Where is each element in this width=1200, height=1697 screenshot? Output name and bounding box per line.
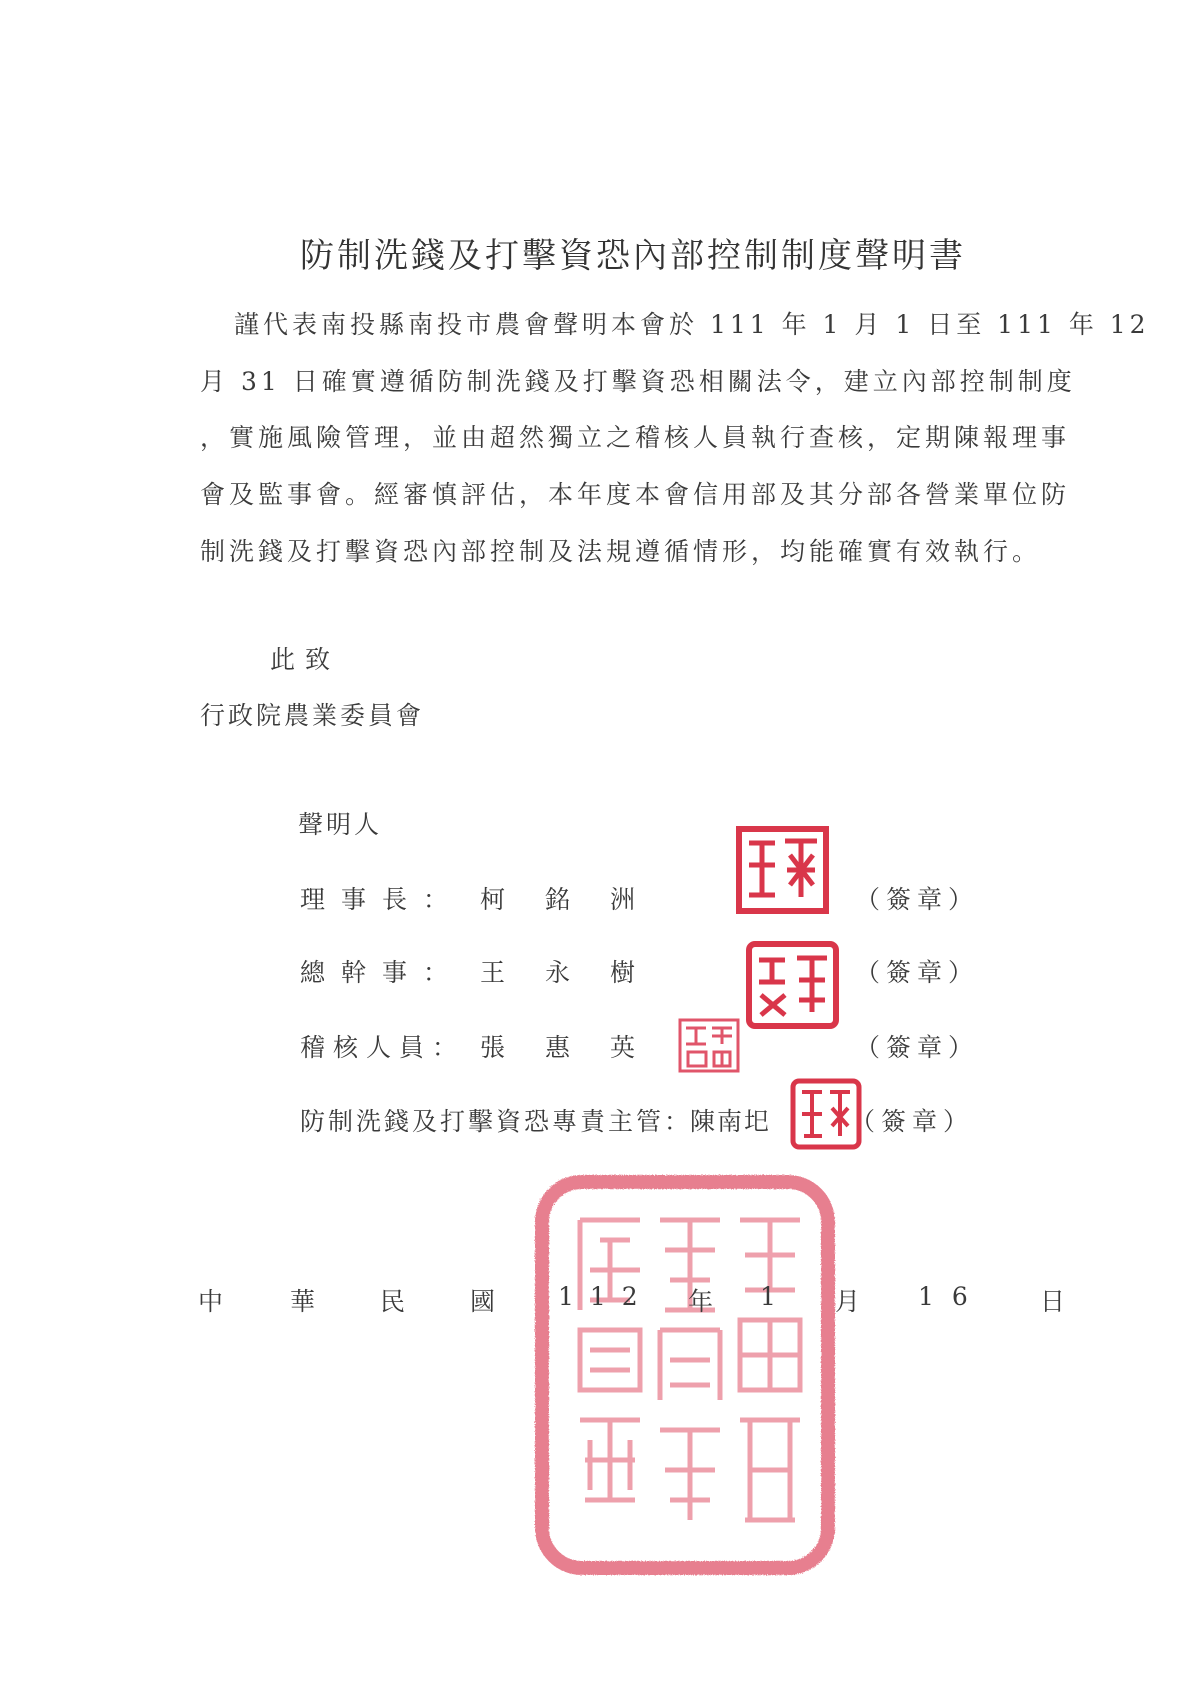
date-year-unit: 年 <box>688 1287 714 1316</box>
auditor-role: 稽核人員： <box>300 1033 466 1062</box>
general-manager-role: 總幹事： <box>300 958 465 987</box>
date-month: 1 <box>760 1282 776 1311</box>
general-manager-name: 王永樹 <box>480 958 676 987</box>
general-manager-seal <box>745 940 840 1030</box>
date-month-unit: 月 <box>835 1287 861 1316</box>
document-title: 防制洗錢及打擊資恐內部控制制度聲明書 <box>300 236 966 276</box>
date-era-char-1: 中 <box>198 1287 224 1316</box>
auditor-name: 張惠英 <box>480 1033 676 1062</box>
chairman-role: 理事長： <box>300 885 465 914</box>
body-line-3: ，實施風險管理，並由超然獨立之稽核人員執行查核，定期陳報理事 <box>200 423 1071 452</box>
salutation: 此致 <box>270 645 341 674</box>
date-era-char-3: 民 <box>380 1287 406 1316</box>
aml-officer-seal <box>790 1078 862 1150</box>
recipient: 行政院農業委員會 <box>200 701 425 730</box>
body-line-1: 謹代表南投縣南投市農會聲明本會於 111 年 1 月 1 日至 111 年 12 <box>205 310 1150 339</box>
general-manager-sign-suffix: （簽章） <box>855 958 980 987</box>
aml-officer-sign-suffix: （簽章） <box>850 1107 975 1136</box>
date-era-char-2: 華 <box>290 1287 316 1316</box>
aml-officer-role: 防制洗錢及打擊資恐專責主管： <box>300 1107 693 1136</box>
chairman-seal <box>735 825 830 915</box>
body-line-2: 月 31 日確實遵循防制洗錢及打擊資恐相關法令，建立內部控制制度 <box>200 367 1076 396</box>
body-line-4: 會及監事會。經審慎評估，本年度本會信用部及其分部各營業單位防 <box>200 480 1071 509</box>
chairman-sign-suffix: （簽章） <box>855 885 980 914</box>
body-line-5: 制洗錢及打擊資恐內部控制及法規遵循情形，均能確實有效執行。 <box>200 537 1042 566</box>
date-day-unit: 日 <box>1040 1287 1066 1316</box>
date-day: 16 <box>918 1282 986 1311</box>
aml-officer-name: 陳南圯 <box>690 1107 772 1136</box>
date-era-char-4: 國 <box>470 1287 496 1316</box>
declarant-label: 聲明人 <box>298 810 383 839</box>
auditor-sign-suffix: （簽章） <box>855 1033 980 1062</box>
date-year: 112 <box>558 1282 654 1311</box>
auditor-seal <box>678 1018 740 1073</box>
official-seal-large <box>530 1170 840 1580</box>
chairman-name: 柯銘洲 <box>480 885 676 914</box>
